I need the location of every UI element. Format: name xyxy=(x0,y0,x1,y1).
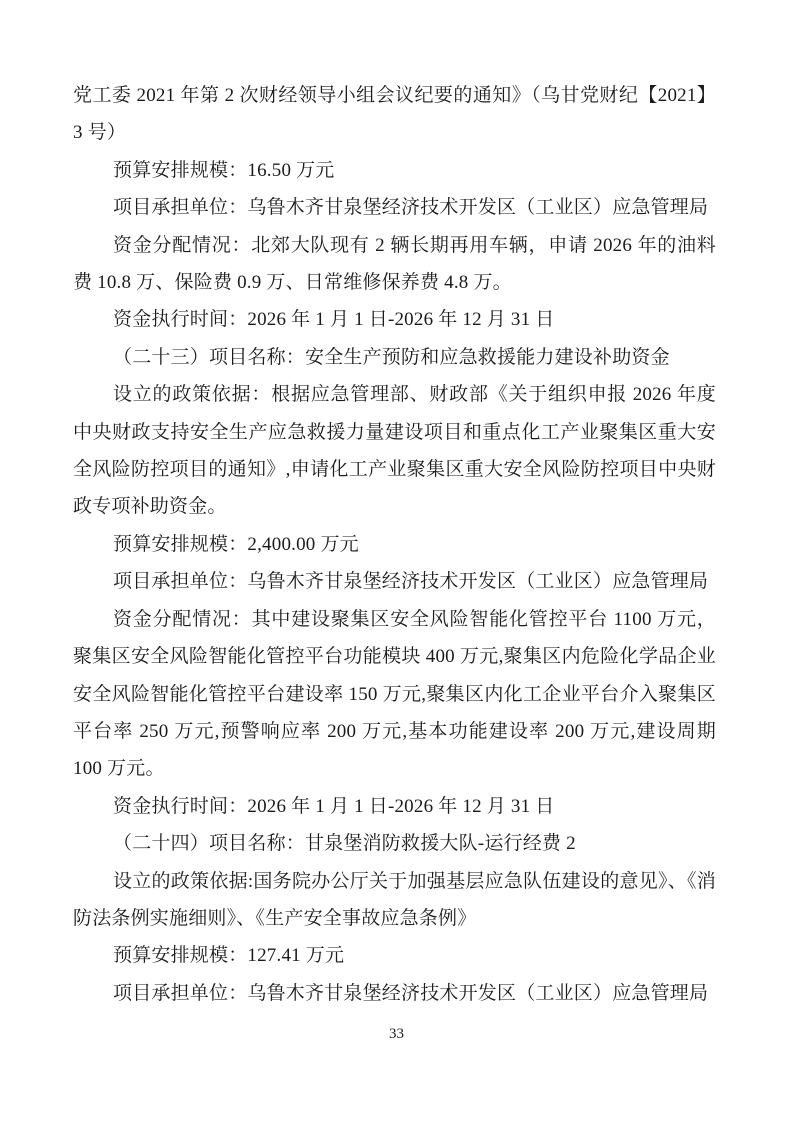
para-undertaking-unit-23: 项目承担单位：乌鲁木齐甘泉堡经济技术开发区（工业区）应急管理局 xyxy=(113,571,709,593)
para-policy-basis-24: 设立的政策依据:国务院办公厅关于加强基层应急队伍建设的意见》、《消防法条例实施细则》、《生产安全事故应急条例》 xyxy=(73,870,716,929)
page-number: 33 xyxy=(389,1026,404,1042)
para-fund-allocation-22: 资金分配情况：北郊大队现有 2 辆长期再用车辆，申请 2026 年的油料费 10.8 万、保险费 0.9 万、日常维修保养费 4.8 万。 xyxy=(73,234,716,294)
para-fund-execution-time-22: 资金执行时间：2026 年 1 月 1 日-2026 年 12 月 31 日 xyxy=(113,309,555,331)
para-policy-basis-23: 设立的政策依据：根据应急管理部、财政部《关于组织申报 2026 年度中央财政支持安全生产应急救援力量建设项目和重点化工产业聚集区重大安全风险防控项目的通知》,申请化工产业聚集区重大安全风险防控项目中央财政专项补助资金。 xyxy=(73,384,716,518)
para-undertaking-unit-22: 项目承担单位：乌鲁木齐甘泉堡经济技术开发区（工业区）应急管理局 xyxy=(113,197,709,219)
para-undertaking-unit-24: 项目承担单位：乌鲁木齐甘泉堡经济技术开发区（工业区）应急管理局 xyxy=(113,982,709,1004)
para-budget-scale-23: 预算安排规模：2,400.00 万元 xyxy=(113,533,359,555)
para-fund-allocation-23: 资金分配情况：其中建设聚集区安全风险智能化管控平台 1100 万元，聚集区安全风险智能化管控平台功能模块 400 万元,聚集区内危险化学品企业安全风险智能化管控平台建设率 150 万元,聚集区内化工企业平台介入聚集区平台率 250 万元,预警响应率 200 万元,基本功能建设率 200 万元,建设周期 100 万元。 xyxy=(73,608,716,780)
para-notice-continuation: 党工委 2021 年第 2 次财经领导小组会议纪要的通知》（乌甘党财纪【2021】3 号） xyxy=(73,85,716,144)
para-fund-execution-time-23: 资金执行时间：2026 年 1 月 1 日-2026 年 12 月 31 日 xyxy=(113,795,555,817)
para-budget-scale-24: 预算安排规模：127.41 万元 xyxy=(113,945,345,967)
para-project-24-name: （二十四）项目名称：甘泉堡消防救援大队-运行经费 2 xyxy=(113,833,576,855)
para-project-23-name: （二十三）项目名称：安全生产预防和应急救援能力建设补助资金 xyxy=(113,346,670,368)
document-body xyxy=(73,77,716,1012)
para-budget-scale-22: 预算安排规模：16.50 万元 xyxy=(113,159,335,181)
